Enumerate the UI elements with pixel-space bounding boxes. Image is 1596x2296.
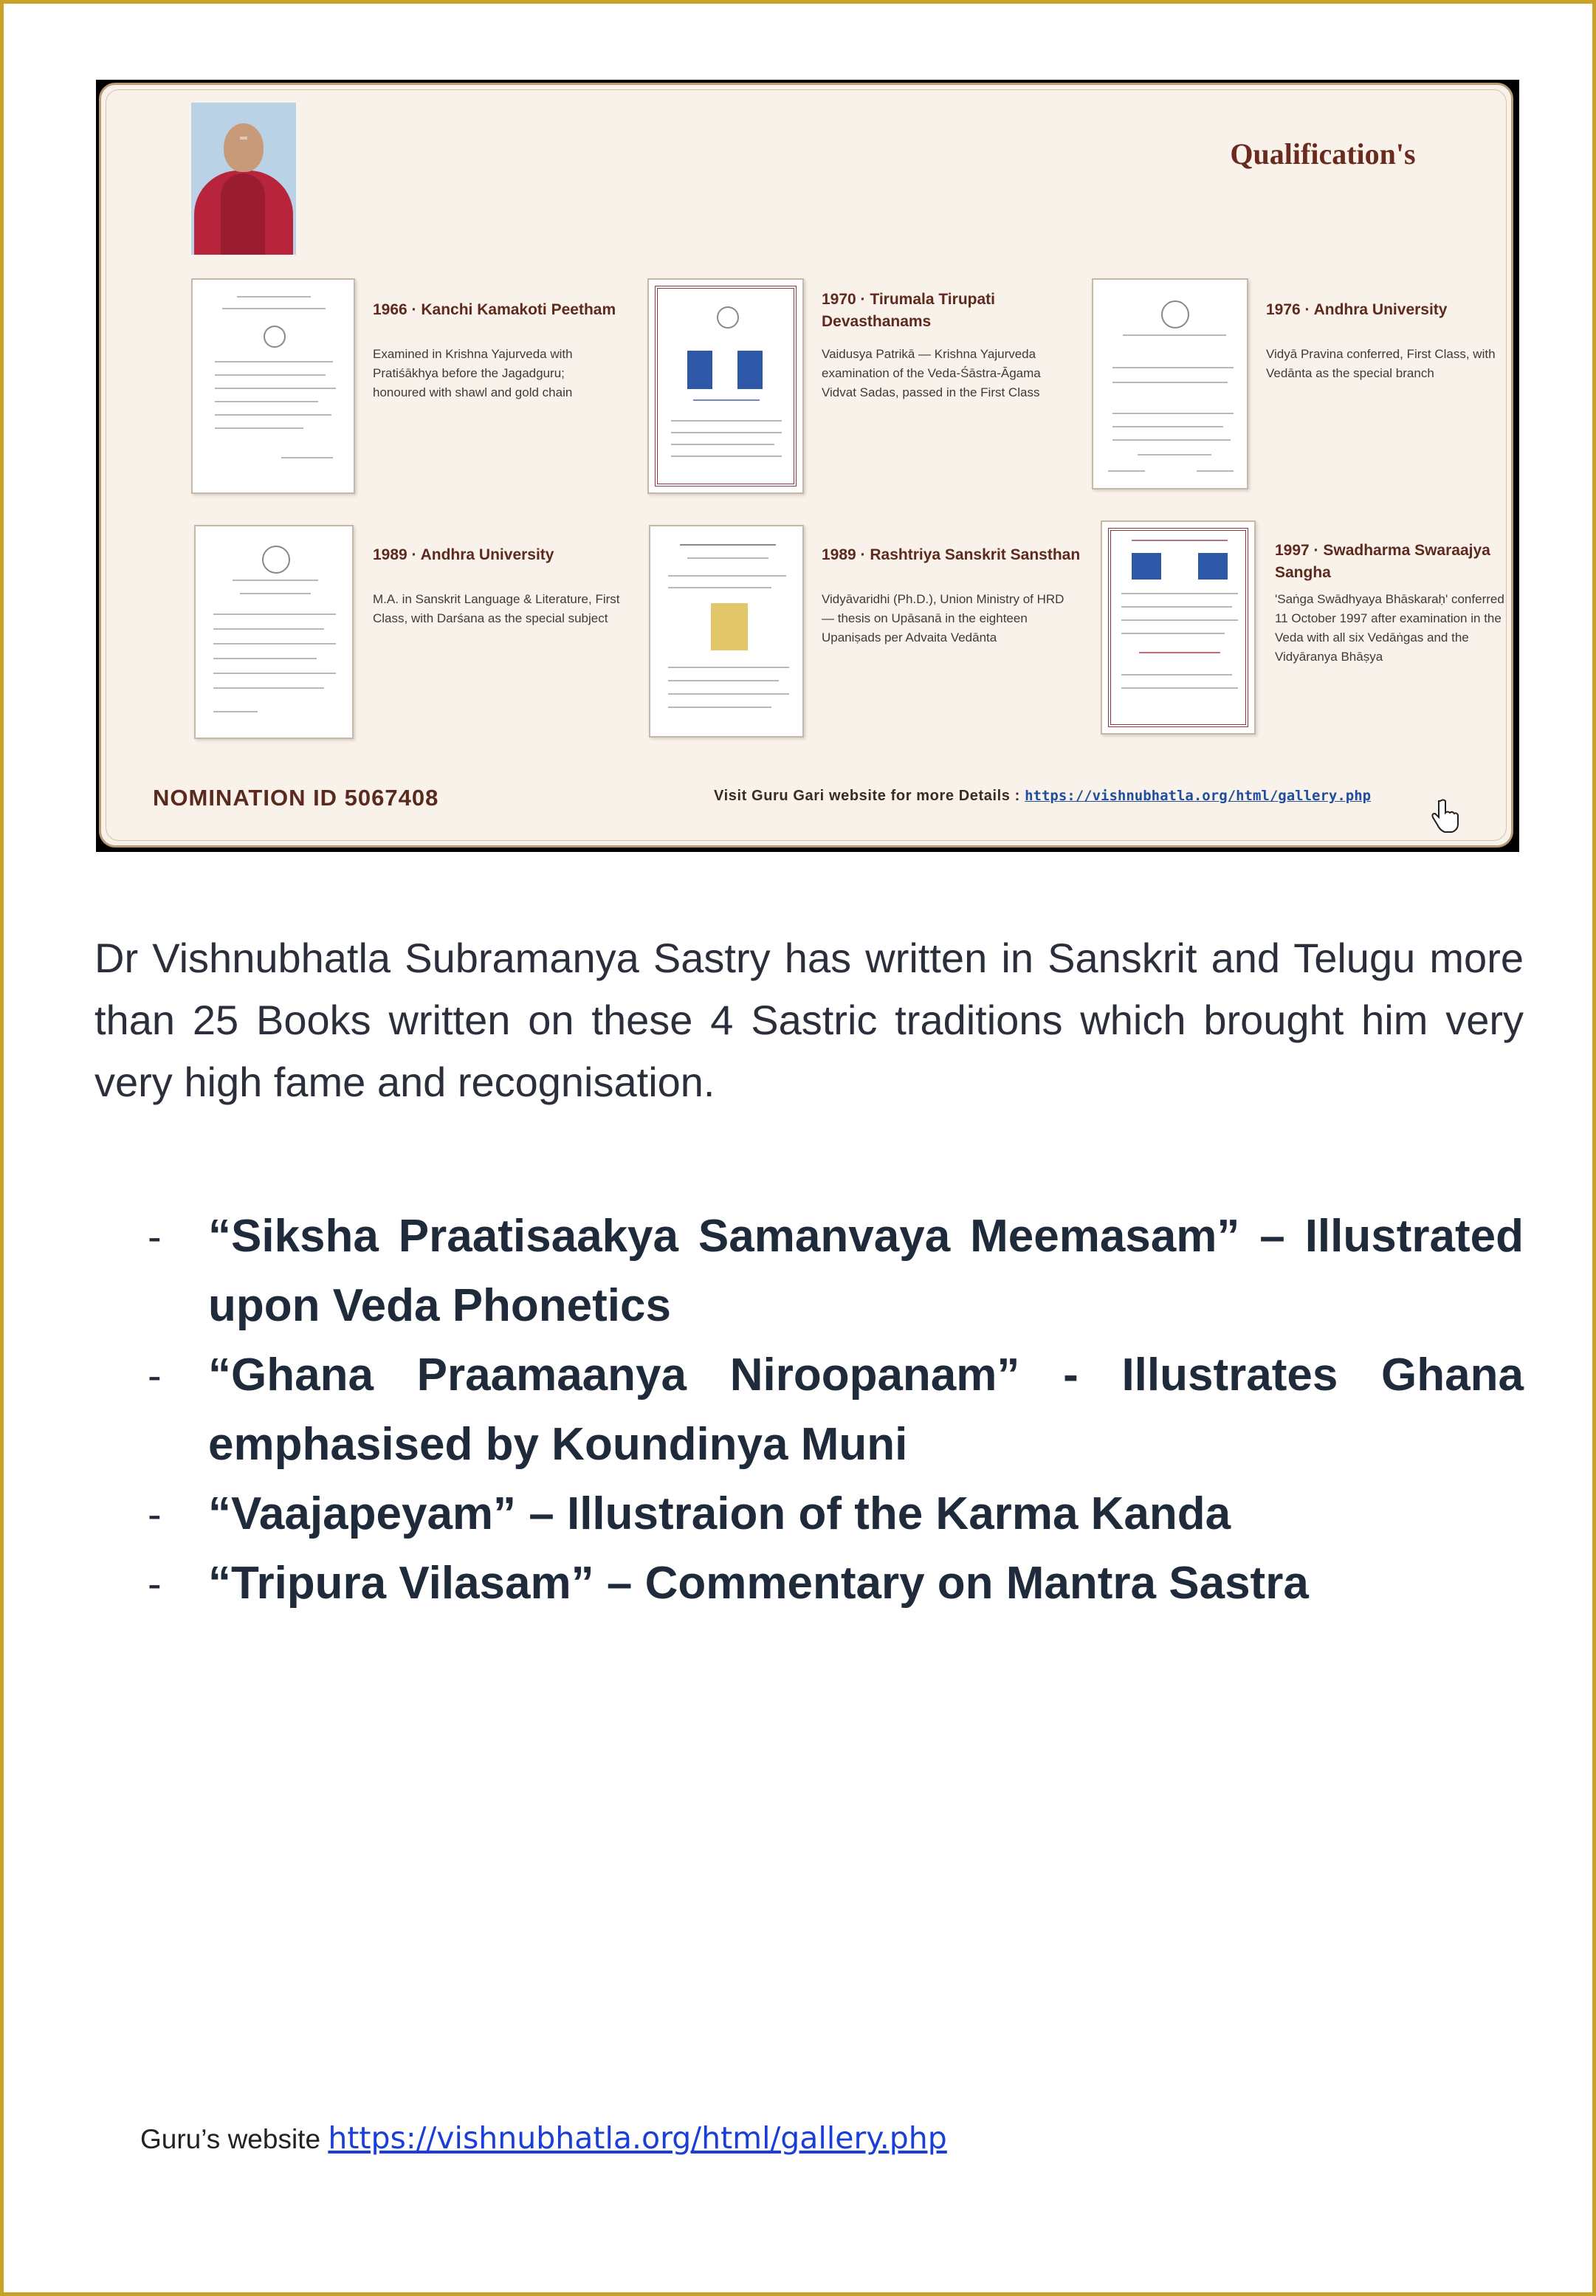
nomination-id: NOMINATION ID 5067408 xyxy=(153,785,439,811)
list-item xyxy=(148,1549,1524,1618)
banner-panel xyxy=(99,83,1513,848)
qualification-desc: 'Saṅga Swādhyaya Bhāskaraḥ' conferred 11 October 1997 after examination in the Veda with all six Vedāṅgas and the Vidyāranya Bhāṣya xyxy=(1275,592,1504,664)
list-item xyxy=(148,1479,1524,1549)
qualification-desc: Vidyāvaridhi (Ph.D.), Union Ministry of HRD — thesis on Upāsanā in the eighteen Upaniṣads per Advaita Vedānta xyxy=(822,592,1064,645)
qualification-desc: M.A. in Sanskrit Language & Literature, First Class, with Darśana as the special subject xyxy=(373,592,620,625)
list-dash: - xyxy=(148,1491,162,1537)
book-title: “Tripura Vilasam” – Commentary on Mantra Sastra xyxy=(208,1558,1309,1609)
book-title: “Ghana Praamaanya Niroopanam” - Illustrates Ghana emphasised by Koundinya Muni xyxy=(208,1350,1524,1470)
visit-text xyxy=(714,788,1371,805)
list-item xyxy=(148,1202,1524,1341)
qualification-title: 1989 · Rashtriya Sanskrit Sansthan xyxy=(822,546,1081,563)
banner-website-link[interactable]: https://vishnubhatla.org/html/gallery.php xyxy=(1025,788,1372,804)
list-dash: - xyxy=(148,1352,162,1398)
qualification-banner xyxy=(96,80,1519,852)
intro-paragraph: Dr Vishnubhatla Subramanya Sastry has written in Sanskrit and Telugu more than 25 Books written on these 4 Sastric traditions which brought him very very high fame and recognisation. xyxy=(94,935,1524,1105)
book-list xyxy=(148,1202,1524,1618)
footer-label: Guru’s website xyxy=(140,2124,329,2154)
book-title: “Vaajapeyam” – Illustraion of the Karma Kanda xyxy=(208,1488,1231,1539)
qualification-title: 1976 · Andhra University xyxy=(1266,301,1448,318)
certificate-1989-phd xyxy=(649,525,804,738)
list-item xyxy=(148,1341,1524,1479)
list-dash: - xyxy=(148,1213,162,1259)
qualification-desc: Vaidusya Patrikā — Krishna Yajurveda examination of the Veda-Śāstra-Āgama Vidvat Sadas, passed in the First Class xyxy=(822,347,1041,399)
certificate-1970 xyxy=(647,278,804,494)
footer-website-link[interactable]: https://vishnubhatla.org/html/gallery.php xyxy=(328,2120,947,2156)
book-title: “Siksha Praatisaakya Samanvaya Meemasam” – Illustrated upon Veda Phonetics xyxy=(208,1211,1524,1331)
hand-cursor-icon xyxy=(1430,798,1459,833)
qualification-desc: Vidyā Pravina conferred, First Class, with Vedānta as the special branch xyxy=(1266,347,1496,380)
qualification-title: 1989 · Andhra University xyxy=(373,546,554,563)
qualification-title: 1970 · Tirumala Tirupati Devasthanams xyxy=(822,291,995,330)
qualification-desc: Examined in Krishna Yajurveda with Pratiśākhya before the Jagadguru; honoured with shawl and gold chain xyxy=(373,347,573,399)
visit-label: Visit Guru Gari website for more Details : xyxy=(714,788,1025,804)
guru-photo xyxy=(191,103,296,255)
certificate-1997 xyxy=(1101,520,1256,735)
qualification-title: 1997 · Swadharma Swaraajya Sangha xyxy=(1275,542,1490,581)
banner-title: Qualification's xyxy=(1230,137,1416,171)
certificate-1976 xyxy=(1092,278,1248,489)
list-dash: - xyxy=(148,1560,162,1606)
qualification-title: 1966 · Kanchi Kamakoti Peetham xyxy=(373,301,616,318)
certificate-1989-ma xyxy=(194,525,354,739)
certificate-1966 xyxy=(191,278,355,494)
footer xyxy=(140,2120,947,2156)
